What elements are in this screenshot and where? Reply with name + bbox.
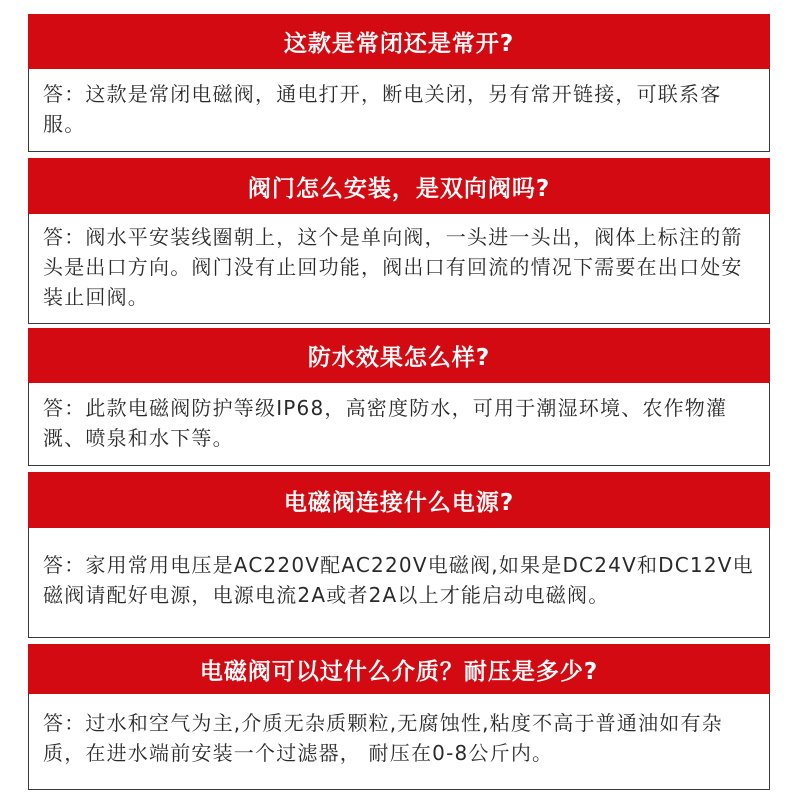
- faq-answer-1: 答：这款是常闭电磁阀，通电打开，断电关闭，另有常开链接，可联系客服。: [43, 82, 722, 136]
- faq-answer-box-4: [28, 528, 770, 638]
- faq-answer-box-2: [28, 214, 770, 324]
- faq-answer-2: 答：阀水平安装线圈朝上，这个是单向阀，一头进一头出，阀体上标注的箭头是出口方向。阀门没有止回功能，阀出口有回流的情况下需要在出口处安装止回阀。: [43, 225, 743, 309]
- faq-answer-3: 答：此款电磁阀防护等级IP68，高密度防水，可用于潮湿环境、农作物灌溉、喷泉和水下等。: [43, 396, 728, 450]
- faq-item-5: [28, 644, 770, 790]
- faq-answer-4: 答：家用常用电压是AC220V配AC220V电磁阀,如果是DC24V和DC12V电磁阀请配好电源，电源电流2A或者2A以上才能启动电磁阀。: [43, 553, 754, 607]
- faq-item-2: [28, 158, 770, 324]
- faq-item-4: [28, 472, 770, 638]
- faq-item-1: [28, 14, 770, 152]
- faq-question-2: 阀门怎么安装，是双向阀吗?: [28, 158, 770, 214]
- faq-question-5: 电磁阀可以过什么介质？耐压是多少?: [28, 644, 770, 694]
- faq-question-3: 防水效果怎么样?: [28, 328, 770, 383]
- faq-answer-5: 答：过水和空气为主,介质无杂质颗粒,无腐蚀性,粘度不高于普通油如有杂质，在进水端前安装一个过滤器， 耐压在0-8公斤内。: [43, 711, 723, 765]
- faq-item-3: [28, 328, 770, 466]
- faq-question-1: 这款是常闭还是常开?: [28, 14, 770, 69]
- faq-answer-box-3: [28, 383, 770, 466]
- faq-answer-box-5: [28, 694, 770, 790]
- faq-answer-box-1: [28, 69, 770, 152]
- faq-question-4: 电磁阀连接什么电源?: [28, 472, 770, 528]
